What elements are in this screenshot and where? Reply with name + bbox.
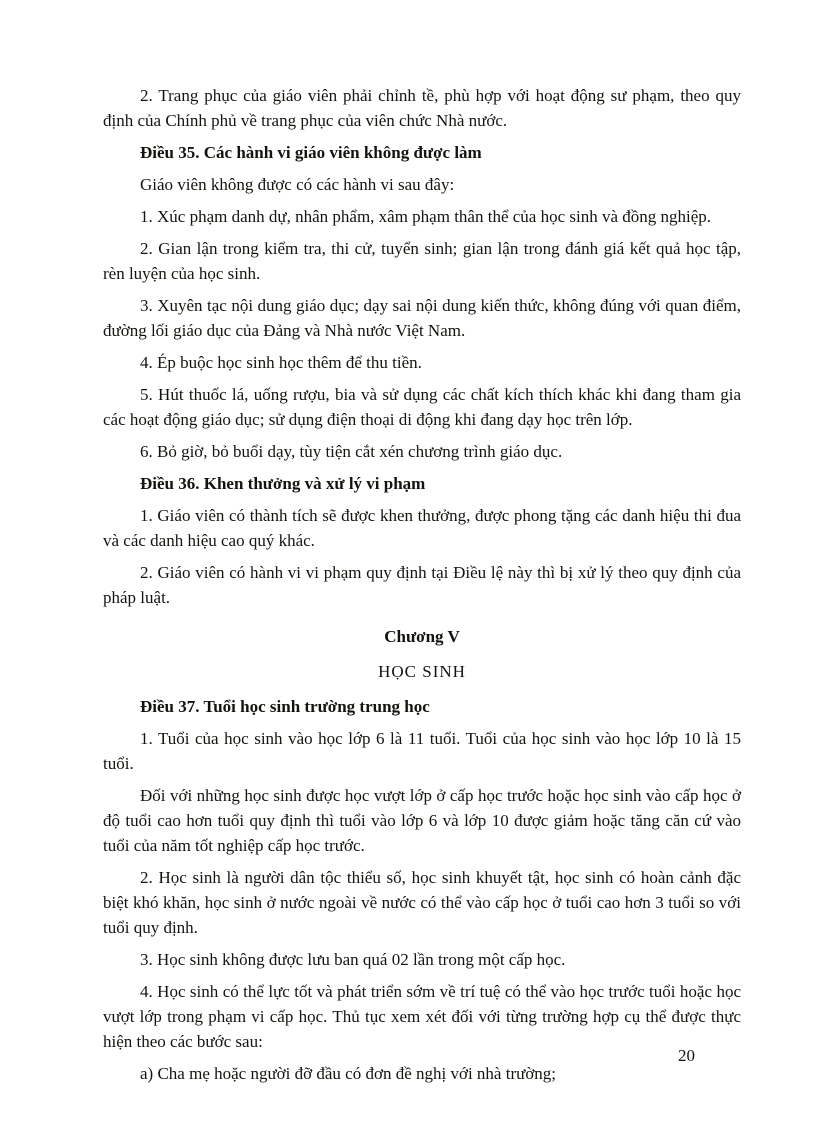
- page-number: 20: [678, 1046, 695, 1065]
- paragraph: Đối với những học sinh được học vượt lớp ở cấp học trước hoặc học sinh vào cấp học ở độ tuổi cao hơn tuổi quy định thì tuổi vào lớp 6 và lớp 10 được giảm hoặc tăng căn cứ vào tuổi của năm tốt nghiệp cấp học trước.: [103, 786, 741, 855]
- paragraph: 2. Giáo viên có hành vi vi phạm quy định tại Điều lệ này thì bị xử lý theo quy định của pháp luật.: [103, 563, 741, 607]
- paragraph: 2. Học sinh là người dân tộc thiểu số, học sinh khuyết tật, học sinh có hoàn cảnh đặc biệt khó khăn, học sinh ở nước ngoài về nước có thể vào cấp học ở tuổi cao hơn 3 tuổi so với tuổi quy định.: [103, 868, 741, 937]
- paragraph: 4. Học sinh có thể lực tốt và phát triển sớm về trí tuệ có thể vào học trước tuổi hoặc học vượt lớp trong phạm vi cấp học. Thủ tục xem xét đối với từng trường hợp cụ thể được thực hiện theo các bước sau:: [103, 982, 741, 1051]
- article-heading: Điều 36. Khen thưởng và xử lý vi phạm: [140, 474, 426, 493]
- paragraph: 2. Gian lận trong kiểm tra, thi cử, tuyển sinh; gian lận trong đánh giá kết quả học tập, rèn luyện của học sinh.: [103, 239, 741, 283]
- paragraph: 3. Học sinh không được lưu ban quá 02 lần trong một cấp học.: [140, 950, 566, 969]
- paragraph: a) Cha mẹ hoặc người đỡ đầu có đơn đề nghị với nhà trường;: [140, 1064, 557, 1083]
- paragraph: 5. Hút thuốc lá, uống rượu, bia và sử dụng các chất kích thích khác khi đang tham gia các hoạt động giáo dục; sử dụng điện thoại di động khi đang dạy học trên lớp.: [103, 385, 741, 429]
- paragraph: 1. Giáo viên có thành tích sẽ được khen thưởng, được phong tặng các danh hiệu thi đua và các danh hiệu cao quý khác.: [103, 506, 741, 550]
- paragraph: 4. Ép buộc học sinh học thêm để thu tiền.: [140, 353, 422, 372]
- chapter-subtitle: HỌC SINH: [378, 662, 466, 681]
- paragraph: 2. Trang phục của giáo viên phải chỉnh tề, phù hợp với hoạt động sư phạm, theo quy định của Chính phủ về trang phục của viên chức Nhà nước.: [103, 86, 741, 130]
- article-heading: Điều 37. Tuổi học sinh trường trung học: [140, 697, 430, 716]
- paragraph: 1. Tuổi của học sinh vào học lớp 6 là 11 tuổi. Tuổi của học sinh vào học lớp 10 là 15 tuổi.: [103, 729, 741, 773]
- paragraph: 3. Xuyên tạc nội dung giáo dục; dạy sai nội dung kiến thức, không đúng với quan điểm, đường lối giáo dục của Đảng và Nhà nước Việt Nam.: [103, 296, 741, 340]
- paragraph: 6. Bỏ giờ, bỏ buổi dạy, tùy tiện cắt xén chương trình giáo dục.: [140, 442, 563, 461]
- article-heading: Điều 35. Các hành vi giáo viên không được làm: [140, 143, 482, 162]
- paragraph: 1. Xúc phạm danh dự, nhân phẩm, xâm phạm thân thể của học sinh và đồng nghiệp.: [140, 207, 712, 226]
- chapter-title: Chương V: [384, 627, 460, 646]
- paragraph: Giáo viên không được có các hành vi sau đây:: [140, 175, 455, 194]
